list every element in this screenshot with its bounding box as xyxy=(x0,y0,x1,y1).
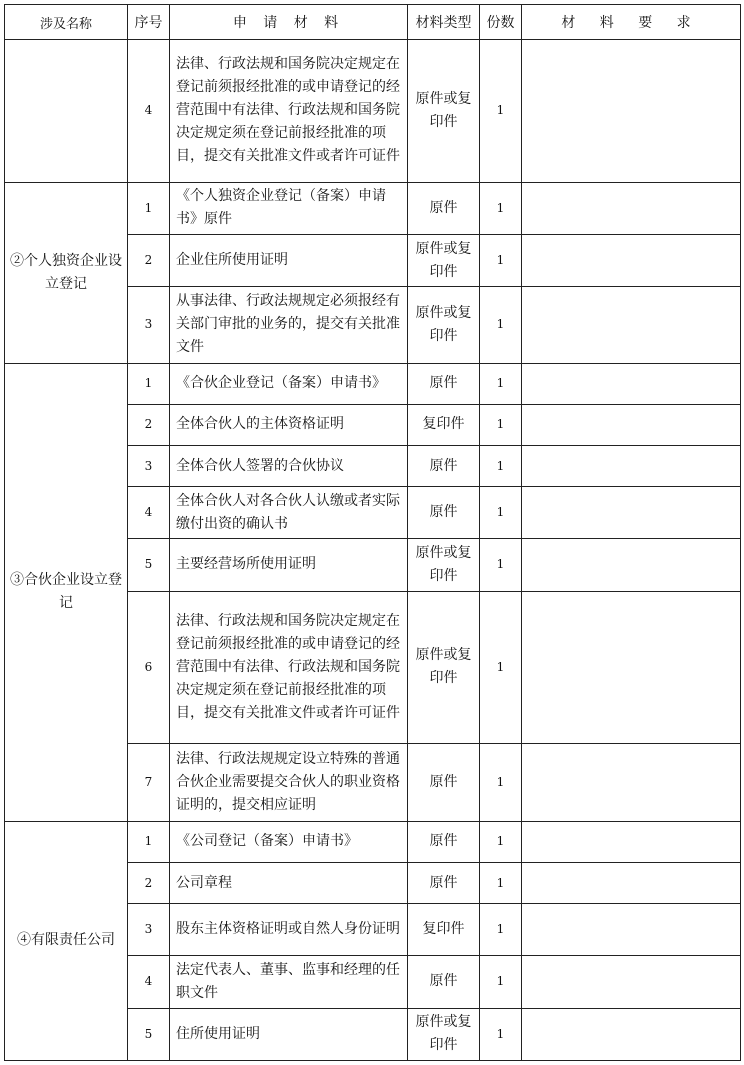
material-cell: 全体合伙人的主体资格证明 xyxy=(170,404,408,445)
requirement-cell xyxy=(522,404,741,445)
material-cell: 《公司登记（备案）申请书》 xyxy=(170,821,408,862)
type-cell: 复印件 xyxy=(408,904,480,956)
type-cell: 原件或复印件 xyxy=(408,234,480,286)
material-cell: 主要经营场所使用证明 xyxy=(170,539,408,591)
seq-cell: 3 xyxy=(128,445,170,486)
header-material: 申 请 材 料 xyxy=(170,5,408,40)
requirement-cell xyxy=(522,40,741,183)
copies-cell: 1 xyxy=(480,487,522,539)
requirement-cell xyxy=(522,744,741,821)
seq-cell: 3 xyxy=(128,904,170,956)
seq-cell: 4 xyxy=(128,956,170,1008)
group-name: ④有限责任公司 xyxy=(5,821,128,1060)
copies-cell: 1 xyxy=(480,956,522,1008)
copies-cell: 1 xyxy=(480,904,522,956)
material-cell: 公司章程 xyxy=(170,862,408,903)
requirement-cell xyxy=(522,234,741,286)
material-cell: 股东主体资格证明或自然人身份证明 xyxy=(170,904,408,956)
copies-cell: 1 xyxy=(480,287,522,363)
requirement-cell xyxy=(522,904,741,956)
seq-cell: 2 xyxy=(128,404,170,445)
requirement-cell xyxy=(522,487,741,539)
type-cell: 复印件 xyxy=(408,404,480,445)
requirement-cell xyxy=(522,445,741,486)
requirement-cell xyxy=(522,182,741,234)
copies-cell: 1 xyxy=(480,862,522,903)
seq-cell: 6 xyxy=(128,591,170,744)
type-cell: 原件 xyxy=(408,956,480,1008)
seq-cell: 3 xyxy=(128,287,170,363)
table-row xyxy=(5,363,741,404)
seq-cell: 5 xyxy=(128,1008,170,1060)
copies-cell: 1 xyxy=(480,363,522,404)
table-row xyxy=(5,821,741,862)
requirement-cell xyxy=(522,956,741,1008)
material-cell: 法律、行政法规规定设立特殊的普通合伙企业需要提交合伙人的职业资格证明的，提交相应证明 xyxy=(170,744,408,821)
type-cell: 原件 xyxy=(408,182,480,234)
type-cell: 原件或复印件 xyxy=(408,1008,480,1060)
requirement-cell xyxy=(522,821,741,862)
copies-cell: 1 xyxy=(480,404,522,445)
copies-cell: 1 xyxy=(480,182,522,234)
copies-cell: 1 xyxy=(480,40,522,183)
requirement-cell xyxy=(522,363,741,404)
requirement-cell xyxy=(522,287,741,363)
header-requirement: 材 料 要 求 xyxy=(522,5,741,40)
header-copies: 份数 xyxy=(480,5,522,40)
seq-cell: 5 xyxy=(128,539,170,591)
material-cell: 全体合伙人对各合伙人认缴或者实际缴付出资的确认书 xyxy=(170,487,408,539)
material-cell: 《个人独资企业登记（备案）申请书》原件 xyxy=(170,182,408,234)
copies-cell: 1 xyxy=(480,591,522,744)
material-cell: 全体合伙人签署的合伙协议 xyxy=(170,445,408,486)
group-name: ③合伙企业设立登记 xyxy=(5,363,128,821)
copies-cell: 1 xyxy=(480,744,522,821)
copies-cell: 1 xyxy=(480,539,522,591)
material-cell: 法定代表人、董事、监事和经理的任职文件 xyxy=(170,956,408,1008)
material-cell: 《合伙企业登记（备案）申请书》 xyxy=(170,363,408,404)
requirement-cell xyxy=(522,1008,741,1060)
type-cell: 原件 xyxy=(408,744,480,821)
header-name: 涉及名称 xyxy=(5,5,128,40)
header-seq: 序号 xyxy=(128,5,170,40)
materials-table xyxy=(4,4,741,1061)
header-type: 材料类型 xyxy=(408,5,480,40)
seq-cell: 1 xyxy=(128,363,170,404)
type-cell: 原件 xyxy=(408,363,480,404)
type-cell: 原件 xyxy=(408,821,480,862)
material-cell: 从事法律、行政法规规定必须报经有关部门审批的业务的，提交有关批准文件 xyxy=(170,287,408,363)
material-cell: 法律、行政法规和国务院决定规定在登记前须报经批准的或申请登记的经营范围中有法律、行政法规和国务院决定规定须在登记前报经批准的项目，提交有关批准文件或者许可证件 xyxy=(170,591,408,744)
copies-cell: 1 xyxy=(480,445,522,486)
requirement-cell xyxy=(522,539,741,591)
table-row xyxy=(5,182,741,234)
seq-cell: 4 xyxy=(128,487,170,539)
copies-cell: 1 xyxy=(480,234,522,286)
type-cell: 原件或复印件 xyxy=(408,40,480,183)
seq-cell: 2 xyxy=(128,862,170,903)
requirement-cell xyxy=(522,591,741,744)
seq-cell: 2 xyxy=(128,234,170,286)
material-cell: 法律、行政法规和国务院决定规定在登记前须报经批准的或申请登记的经营范围中有法律、行政法规和国务院决定规定须在登记前报经批准的项目，提交有关批准文件或者许可证件 xyxy=(170,40,408,183)
material-cell: 住所使用证明 xyxy=(170,1008,408,1060)
type-cell: 原件 xyxy=(408,862,480,903)
type-cell: 原件 xyxy=(408,445,480,486)
header-row xyxy=(5,5,741,40)
table-body xyxy=(5,40,741,1061)
copies-cell: 1 xyxy=(480,1008,522,1060)
group-name: ②个人独资企业设立登记 xyxy=(5,182,128,363)
type-cell: 原件或复印件 xyxy=(408,591,480,744)
copies-cell: 1 xyxy=(480,821,522,862)
seq-cell: 7 xyxy=(128,744,170,821)
type-cell: 原件 xyxy=(408,487,480,539)
seq-cell: 1 xyxy=(128,182,170,234)
seq-cell: 4 xyxy=(128,40,170,183)
table-row xyxy=(5,40,741,183)
seq-cell: 1 xyxy=(128,821,170,862)
material-cell: 企业住所使用证明 xyxy=(170,234,408,286)
group-name xyxy=(5,40,128,183)
type-cell: 原件或复印件 xyxy=(408,539,480,591)
requirement-cell xyxy=(522,862,741,903)
type-cell: 原件或复印件 xyxy=(408,287,480,363)
